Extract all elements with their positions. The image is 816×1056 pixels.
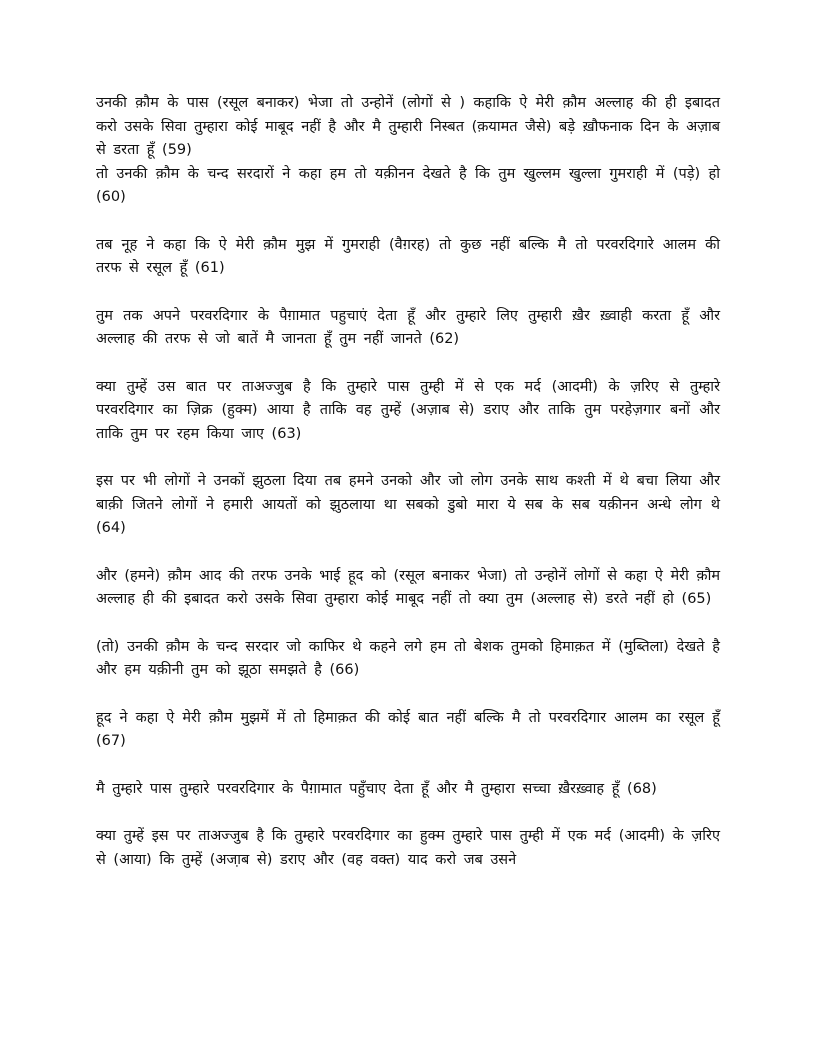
paragraph-verse-63: क्या तुम्हें उस बात पर ताअज्जुब है कि तुम्हारे पास तुम्ही में से एक मर्द (आदमी) के ज़रिए से तुम्हारे परवरदिगार का ज़िक्र (हुक्म) आया है ताकि वह तुम्हें (अज़ाब से) डराए और ताकि तुम परहेज़गार बनों और ताकि तुम पर रहम किया जाए (63) [96, 378, 720, 442]
paragraph-verse-60: तो उनकी क़ौम के चन्द सरदारों ने कहा हम तो यक़ीनन देखते है कि तुम खुल्लम खुल्ला गुमराही में (पड़े) हो (60) [96, 165, 720, 205]
paragraph-verse-65: और (हमने) क़ौम आद की तरफ उनके भाई हूद को (रसूल बनाकर भेजा) तो उन्होनें लोगों से कहा ऐ मेरी क़ौम अल्लाह ही की इबादत करो उसके सिवा तुम्हारा कोई माबूद नहीं तो क्या तुम (अल्लाह से) डरते नहीं हो (65) [96, 567, 720, 607]
paragraph-verse-59: उनकी क़ौम के पास (रसूल बनाकर) भेजा तो उन्होनें (लोगों से ) कहाकि ऐ मेरी क़ौम अल्लाह की ही इबादत करो उसके सिवा तुम्हारा कोई माबूद नहीं है और मै तुम्हारी निस्बत (क़यामत जैसे) बड़े ख़ौफनाक दिन के अज़ाब से डरता हूँ (59) [96, 95, 720, 158]
document-body [96, 92, 720, 896]
paragraph-verse-67: हूद ने कहा ऐ मेरी क़ौम मुझमें में तो हिमाक़त की कोई बात नहीं बल्कि मै तो परवरदिगार आलम का रसूल हूँ (67) [96, 709, 720, 749]
paragraph-verse-66: (तो) उनकी क़ौम के चन्द सरदार जो काफिर थे कहने लगे हम तो बेशक तुमको हिमाक़त में (मुब्तिला) देखते है और हम यक़ीनी तुम को झूठा समझते है (66) [96, 638, 720, 678]
paragraph-verse-61: तब नूह ने कहा कि ऐ मेरी क़ौम मुझ में गुमराही (वैग़रह) तो कुछ नहीं बल्कि मै तो परवरदिगारे आलम की तरफ से रसूल हूँ (61) [96, 236, 720, 276]
paragraph-verse-62: तुम तक अपने परवरदिगार के पैग़ामात पहुचाएं देता हूँ और तुम्हारे लिए तुम्हारी ख़ैर ख़्वाही करता हूँ और अल्लाह की तरफ से जो बातें मै जानता हूँ तुम नहीं जानते (62) [96, 307, 720, 347]
paragraph-verse-69-partial: क्या तुम्हें इस पर ताअज्जुब है कि तुम्हारे परवरदिगार का हुक्म तुम्हारे पास तुम्ही में एक मर्द (आदमी) के ज़रिए से (आया) कि तुम्हें (अजा़ब से) डराए और (वह वक्त) याद करो जब उसने [96, 828, 720, 868]
paragraph-verse-64: इस पर भी लोगों ने उनकों झुठला दिया तब हमने उनको और जो लोग उनके साथ कश्ती में थे बचा लिया और बाक़ी जितने लोगों ने हमारी आयतों को झुठलाया था सबको डुबो मारा ये सब के सब यक़ीनन अन्धे लोग थे (64) [96, 473, 720, 536]
paragraph-verse-68: मै तुम्हारे पास तुम्हारे परवरदिगार के पैग़ामात पहुँचाए देता हूँ और मै तुम्हारा सच्चा ख़ैरख़्वाह हूँ (68) [96, 780, 657, 797]
